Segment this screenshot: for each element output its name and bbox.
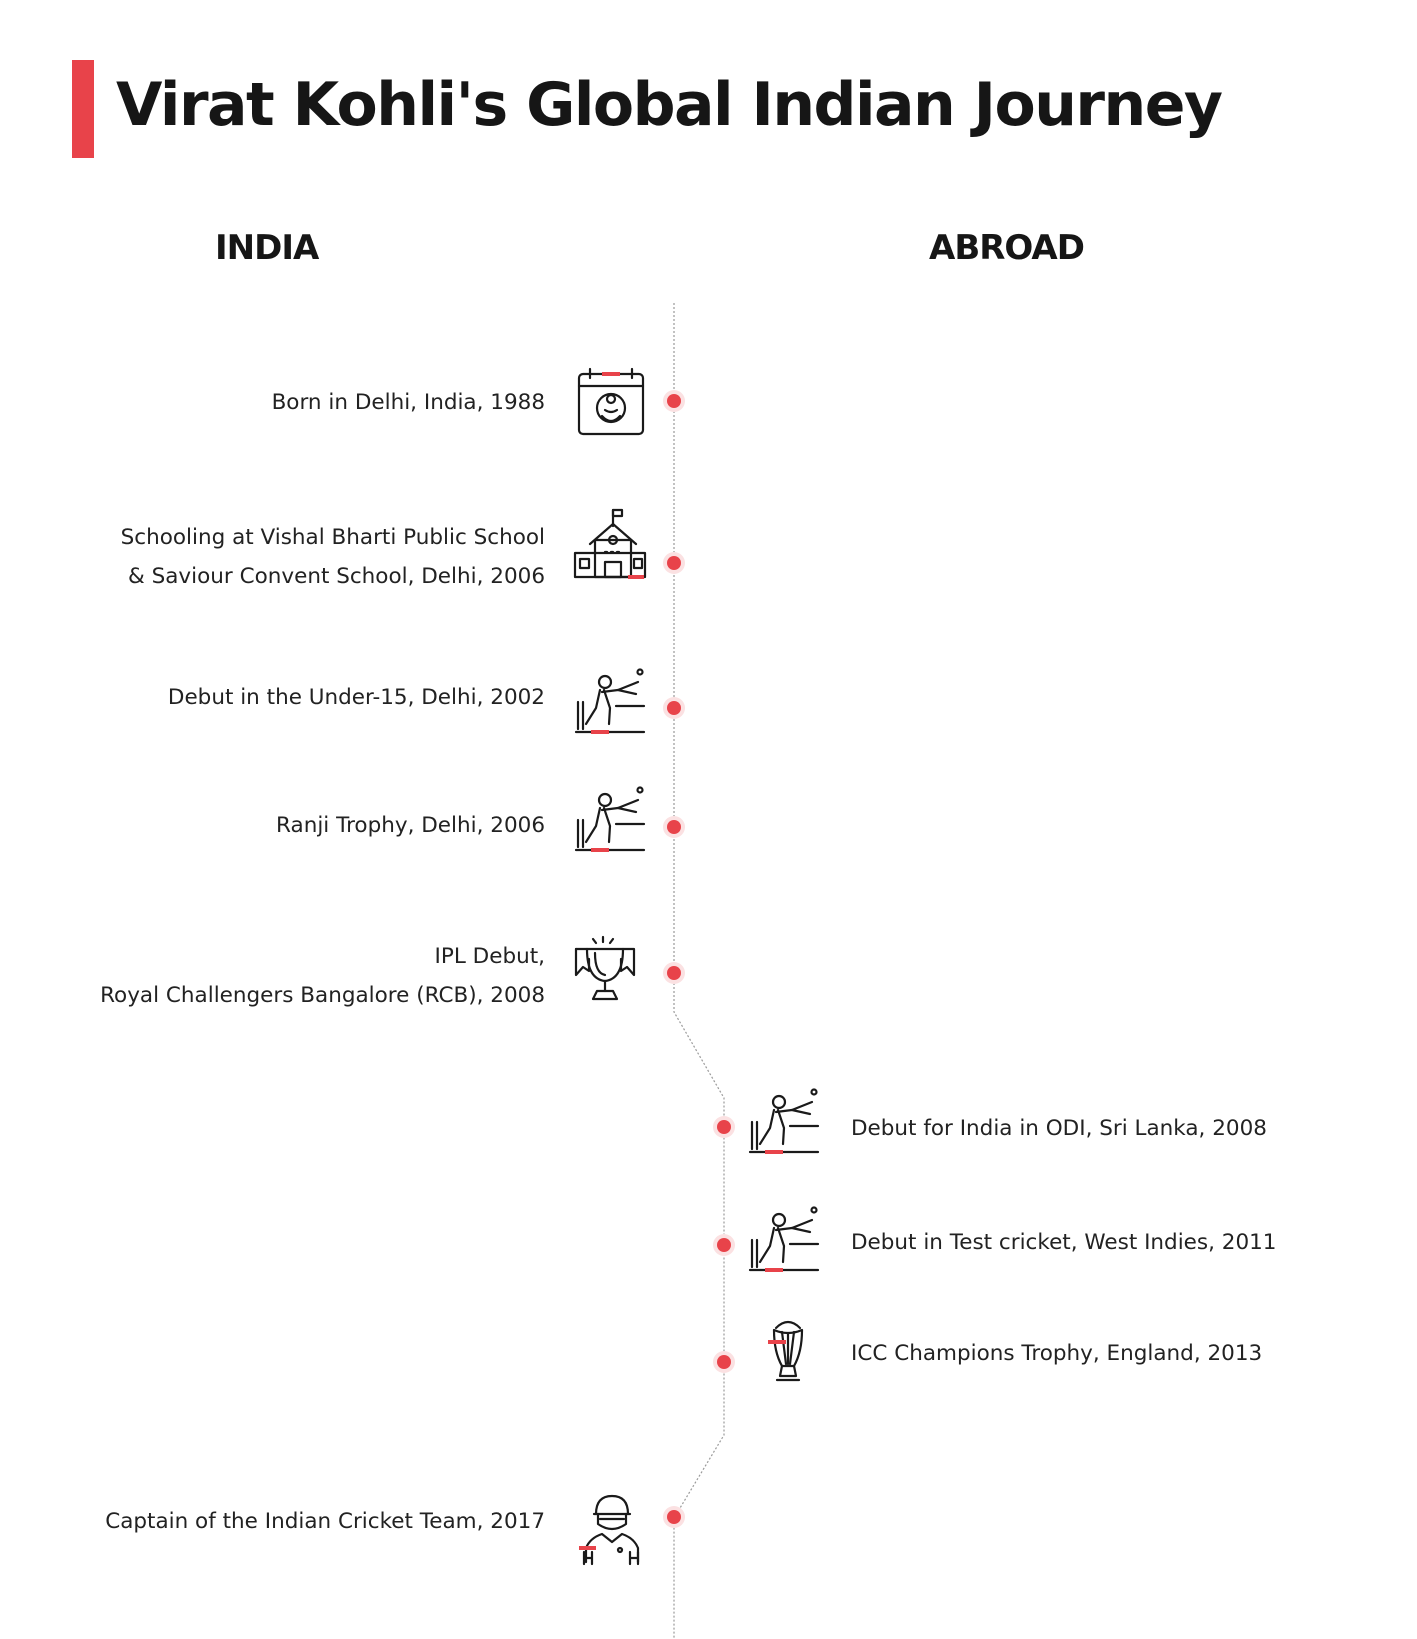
event-text: Born in Delhi, India, 1988 — [271, 390, 545, 415]
event-text: Debut in Test cricket, West Indies, 2011 — [851, 1230, 1277, 1255]
timeline-dot — [717, 1238, 731, 1252]
cricket-captain-icon — [576, 1492, 648, 1564]
cricket-batsman-icon — [574, 786, 646, 858]
timeline-dot — [717, 1355, 731, 1369]
timeline-dot — [667, 820, 681, 834]
timeline-dot — [667, 556, 681, 570]
timeline-dot — [667, 701, 681, 715]
baby-calendar-icon — [576, 366, 648, 438]
column-heading-abroad: ABROAD — [929, 228, 1084, 268]
event-text: Schooling at Vishal Bharti Public School & Saviour Convent School, Delhi, 2006 — [120, 525, 545, 589]
trophy-icon — [573, 935, 645, 1007]
event-text: Debut in the Under-15, Delhi, 2002 — [167, 685, 545, 710]
cricket-batsman-icon — [574, 668, 646, 740]
event-text: Ranji Trophy, Delhi, 2006 — [276, 813, 545, 838]
cricket-batsman-icon — [748, 1206, 820, 1278]
event-text: IPL Debut, Royal Challengers Bangalore (RCB), 2008 — [100, 944, 545, 1008]
school-building-icon — [572, 508, 644, 580]
event-text: Captain of the Indian Cricket Team, 2017 — [105, 1509, 545, 1534]
timeline-dot — [667, 966, 681, 980]
timeline-dot — [717, 1120, 731, 1134]
timeline-dot — [667, 1510, 681, 1524]
event-text: Debut for India in ODI, Sri Lanka, 2008 — [851, 1116, 1267, 1141]
cricket-batsman-icon — [748, 1088, 820, 1160]
timeline-dot — [667, 394, 681, 408]
column-heading-india: INDIA — [215, 228, 319, 268]
event-text: ICC Champions Trophy, England, 2013 — [851, 1341, 1263, 1366]
page-title: Virat Kohli's Global Indian Journey — [116, 70, 1222, 140]
world-cup-trophy-icon — [756, 1318, 828, 1390]
